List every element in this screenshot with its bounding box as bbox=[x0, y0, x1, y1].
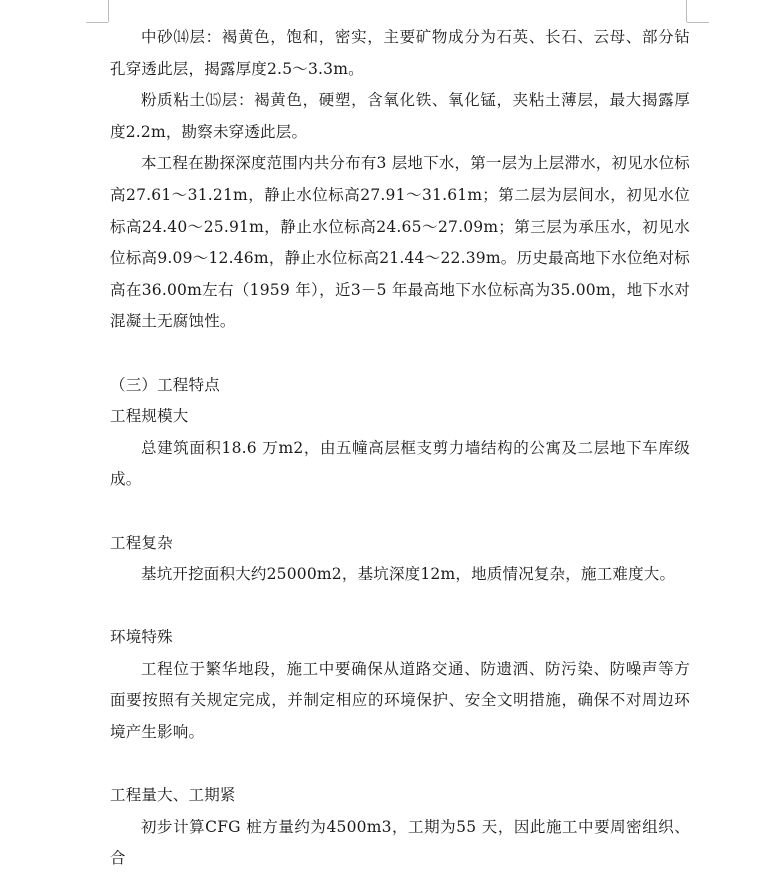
paragraph-building-area: 总建筑面积18.6 万m2，由五幢高层框支剪力墙结构的公寓及二层地下车库级成。 bbox=[110, 438, 690, 489]
crop-mark-top-right-vertical bbox=[686, 0, 687, 22]
paragraph-medium-sand-layer: 中砂⒁层：褐黄色，饱和，密实，主要矿物成分为石英、长石、云母、部分钻孔穿透此层，揭露厚度2.5～3.3m。 bbox=[110, 28, 690, 78]
blank-line bbox=[110, 338, 690, 370]
section-heading-project-features: （三）工程特点 bbox=[110, 375, 220, 394]
subheading-large-workload-tight-schedule: 工程量大、工期紧 bbox=[110, 786, 236, 805]
paragraph-excavation: 基坑开挖面积大约25000m2，基坑深度12m，地质情况复杂，施工难度大。 bbox=[141, 565, 676, 584]
subheading-large-scale: 工程规模大 bbox=[110, 407, 189, 426]
paragraph-silty-clay-layer: 粉质粘土⒂层：褐黄色，硬塑，含氧化铁、氧化锰，夹粘土薄层，最大揭露厚度2.2m，勘察未穿透此层。 bbox=[110, 91, 690, 141]
subheading-complex: 工程复杂 bbox=[110, 533, 173, 552]
subheading-special-environment: 环境特殊 bbox=[110, 628, 173, 647]
document-body[interactable] bbox=[110, 22, 690, 875]
blank-line bbox=[110, 496, 690, 528]
crop-mark-top-left-horizontal bbox=[86, 22, 108, 23]
paragraph-cfg-piles: 初步计算CFG 桩方量约为4500m3，工期为55 天，因此施工中要周密组织、合 bbox=[110, 817, 690, 868]
paragraph-environment: 工程位于繁华地段，施工中要确保从道路交通、防遗洒、防污染、防噪声等方面要按照有关规定完成，并制定相应的环境保护、安全文明措施，确保不对周边环境产生影响。 bbox=[110, 659, 690, 742]
crop-mark-top-right-horizontal bbox=[687, 22, 709, 23]
paragraph-groundwater: 本工程在勘探深度范围内共分布有3 层地下水，第一层为上层滞水，初见水位标高27.61～31.21m，静止水位标高27.91～31.61m；第二层为层间水，初见水位标高24.40～25.91m，静止水位标高24.65～27.09m；第三层为承压水，初见水位标高9.09～12.46m，静止水位标高21.44～22.39m。历史最高地下水位绝对标高在36.00m左右（1959 年），近3－5 年最高地下水位标高为35.00m，地下水对混凝土无腐蚀性。 bbox=[110, 154, 690, 331]
blank-line bbox=[110, 749, 690, 781]
crop-mark-top-left-vertical bbox=[108, 0, 109, 22]
blank-line bbox=[110, 591, 690, 623]
